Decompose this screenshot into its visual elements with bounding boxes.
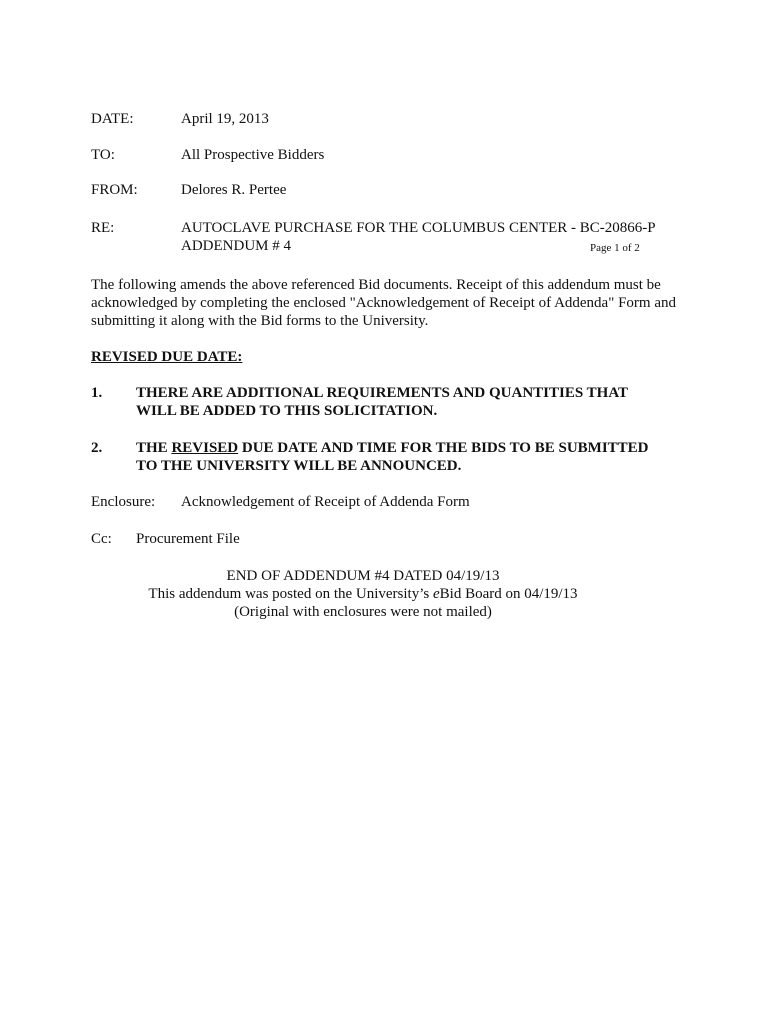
intro-line: submitting it along with the Bid forms to the University. — [91, 313, 429, 329]
date-value: April 19, 2013 — [181, 111, 269, 127]
footer-posted-prefix: This addendum was posted on the University’s — [148, 586, 433, 602]
item-text-line: TO THE UNIVERSITY WILL BE ANNOUNCED. — [136, 458, 462, 474]
item-text-suffix: DUE DATE AND TIME FOR THE BIDS TO BE SUBMITTED — [238, 440, 649, 456]
date-label: DATE: — [91, 111, 134, 127]
footer-end-line: END OF ADDENDUM #4 DATED 04/19/13 — [226, 568, 500, 584]
re-label: RE: — [91, 220, 115, 236]
intro-line: acknowledged by completing the enclosed "Acknowledgement of Receipt of Addenda" Form and — [91, 295, 676, 311]
to-label: TO: — [91, 147, 115, 163]
section-heading: REVISED DUE DATE: — [91, 349, 243, 365]
re-addendum-number: ADDENDUM # 4 — [181, 238, 291, 254]
item-text-line — [136, 439, 649, 457]
enclosure-label: Enclosure: — [91, 494, 156, 510]
intro-line: The following amends the above referenced Bid documents. Receipt of this addendum must be — [91, 277, 661, 293]
footer-posted-suffix: Bid Board on 04/19/13 — [439, 586, 578, 602]
footer-posted-italic: e — [432, 586, 440, 602]
page-number: Page 1 of 2 — [590, 242, 640, 254]
footer-mail-note: (Original with enclosures were not mailed) — [234, 604, 492, 620]
item-text-prefix: THE — [136, 440, 172, 456]
re-subject-line: AUTOCLAVE PURCHASE FOR THE COLUMBUS CENTER - BC-20866-P — [181, 220, 656, 236]
intro-paragraph — [91, 276, 691, 330]
item-number: 2. — [91, 440, 103, 456]
revised-emphasis: REVISED — [171, 440, 239, 456]
enclosure-value: Acknowledgement of Receipt of Addenda Form — [181, 494, 470, 510]
footer-posted-line — [0, 585, 726, 603]
item-number: 1. — [91, 385, 103, 401]
from-label: FROM: — [91, 182, 138, 198]
to-value: All Prospective Bidders — [181, 147, 325, 163]
cc-label: Cc: — [91, 531, 112, 547]
item-text-line: THERE ARE ADDITIONAL REQUIREMENTS AND QUANTITIES THAT — [136, 385, 629, 401]
from-value: Delores R. Pertee — [181, 182, 287, 198]
cc-value: Procurement File — [136, 531, 240, 547]
item-text-line: WILL BE ADDED TO THIS SOLICITATION. — [136, 403, 438, 419]
